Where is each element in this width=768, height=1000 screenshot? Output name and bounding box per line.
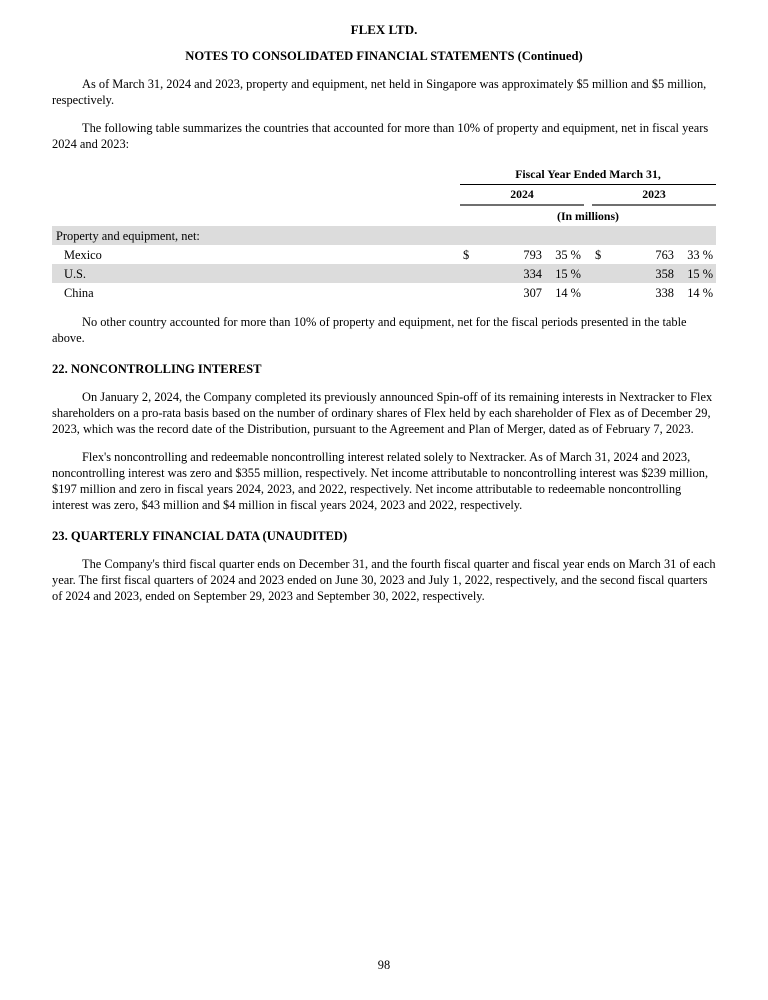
- table-follow-up-paragraph: No other country accounted for more than 10% of property and equipment, net for the fiscal periods presented in the table above.: [52, 315, 687, 345]
- currency-symbol: [592, 264, 606, 283]
- table-units-row: [52, 205, 716, 226]
- currency-symbol: [592, 283, 606, 302]
- fiscal-year-span-header: Fiscal Year Ended March 31,: [460, 164, 716, 184]
- company-title: FLEX LTD.: [350, 22, 418, 37]
- intro-paragraph-table-lead: The following table summarizes the countries that accounted for more than 10% of property and equipment, net in fiscal years 2024 and 2023:: [52, 121, 709, 151]
- currency-symbol: $: [463, 247, 470, 262]
- column-gap: [584, 245, 592, 264]
- percent-2024: 35 %: [555, 247, 581, 262]
- spacer-cell: [52, 164, 460, 184]
- currency-symbol: [460, 283, 474, 302]
- section-23-paragraph-fiscal-quarters: The Company's third fiscal quarter ends on December 31, and the fourth fiscal quarter and fiscal year ends on March 31 of each year. The first fiscal quarters of 2024 and 2023 ended on June 30, 2023 and July 1, 2022, respectively, and the second fiscal quarters of 2024 and 2023, ended on September 29, 2023 and September 30, 2022, respectively.: [52, 557, 716, 603]
- spacer-cell: [52, 205, 460, 226]
- column-header-2023: 2023: [592, 184, 716, 205]
- percent-2024: 14 %: [555, 285, 581, 300]
- section-heading-22-noncontrolling-interest: 22. NONCONTROLLING INTEREST: [52, 362, 262, 376]
- table-span-header-row: [52, 164, 716, 184]
- table-row-mexico: [52, 245, 716, 264]
- table-row-us: [52, 264, 716, 283]
- table-section-row: [52, 226, 716, 245]
- currency-symbol: $: [595, 247, 602, 262]
- row-label: U.S.: [52, 264, 460, 283]
- value-2024: 334: [474, 264, 542, 283]
- section-row-label: Property and equipment, net:: [52, 226, 716, 245]
- value-2023: 763: [655, 247, 674, 262]
- table-row-china: [52, 283, 716, 302]
- column-gap: [584, 184, 592, 205]
- section-22-paragraph-spinoff: On January 2, 2024, the Company completed its previously announced Spin-off of its remaining interests in Nextracker to Flex shareholders on a pro-rata basis based on the number of ordinary shares of Flex held by each shareholder of Flex as of December 29, 2023, which was the record date of the Distribution, pursuant to the Agreement and Plan of Merger, dated as of February 7, 2023.: [52, 390, 713, 436]
- value-2023: 358: [606, 264, 674, 283]
- section-22-paragraph-nci-amounts: Flex's noncontrolling and redeemable noncontrolling interest related solely to Nextracker. As of March 31, 2024 and 2023, noncontrolling interest was zero and $355 million, respectively. Net income attributable to noncontrolling interest was $239 million, $197 million and zero in fiscal years 2024, 2023, and 2022, respectively. Net income attributable to redeemable noncontrolling interest was zero, $43 million and $4 million in fiscal years 2024, 2023 and 2022, respectively.: [52, 450, 709, 512]
- percent-2023: 14 %: [687, 285, 714, 300]
- column-header-2024: 2024: [460, 184, 584, 205]
- section-heading-23-quarterly-data: 23. QUARTERLY FINANCIAL DATA (UNAUDITED): [52, 529, 348, 543]
- spacer-cell: [52, 184, 460, 205]
- column-gap: [584, 264, 592, 283]
- row-label: China: [64, 285, 94, 300]
- currency-symbol: [460, 264, 474, 283]
- percent-2023: 15 %: [674, 264, 716, 283]
- row-label: Mexico: [64, 247, 102, 262]
- value-2024: 793: [523, 247, 542, 262]
- document-title: NOTES TO CONSOLIDATED FINANCIAL STATEMENTS (Continued): [185, 49, 583, 63]
- property-equipment-country-table: [52, 164, 716, 302]
- page-number: 98: [377, 958, 391, 972]
- value-2024: 307: [523, 285, 542, 300]
- column-gap: [584, 283, 592, 302]
- units-note: (In millions): [557, 209, 619, 223]
- table-year-header-row: [52, 184, 716, 205]
- intro-paragraph-singapore: As of March 31, 2024 and 2023, property and equipment, net held in Singapore was approximately $5 million and $5 million, respectively.: [52, 77, 707, 107]
- percent-2024: 15 %: [542, 264, 584, 283]
- percent-2023: 33 %: [687, 247, 714, 262]
- value-2023: 338: [655, 285, 674, 300]
